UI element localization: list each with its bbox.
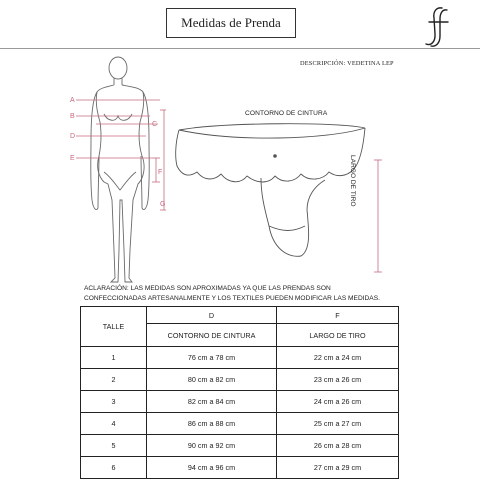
body-measurement-figure	[60, 50, 180, 290]
table-row	[81, 347, 399, 369]
size-cell: 2	[81, 369, 147, 391]
figure-right-arm	[141, 92, 149, 210]
column-d-letter: D	[147, 307, 277, 324]
marker-b: B	[70, 113, 75, 120]
rise-cell: 25 cm a 27 cm	[277, 413, 399, 435]
header-divider	[0, 48, 480, 49]
table-row	[81, 413, 399, 435]
waist-label: CONTORNO DE CINTURA	[245, 110, 328, 117]
size-column-header: TALLE	[81, 307, 147, 347]
waist-cell: 90 cm a 92 cm	[147, 435, 277, 457]
marker-c: C	[152, 121, 158, 128]
marker-a: A	[70, 97, 75, 104]
rise-cell: 27 cm a 29 cm	[277, 457, 399, 479]
product-description: DESCRIPCIÓN: VEDETINA LEP	[300, 60, 394, 67]
table-row	[81, 435, 399, 457]
size-table	[80, 306, 399, 479]
waist-cell: 82 cm a 84 cm	[147, 391, 277, 413]
column-f-letter: F	[277, 307, 399, 324]
rise-cell: 24 cm a 26 cm	[277, 391, 399, 413]
size-cell: 6	[81, 457, 147, 479]
waist-cell: 80 cm a 82 cm	[147, 369, 277, 391]
table-row	[81, 457, 399, 479]
rise-length-label: LARGO DE TIRO	[349, 155, 356, 207]
size-cell: 5	[81, 435, 147, 457]
marker-d: D	[70, 133, 76, 140]
figure-torso	[96, 85, 144, 282]
table-row	[81, 391, 399, 413]
waist-cell: 86 cm a 88 cm	[147, 413, 277, 435]
marker-g: G	[160, 201, 166, 208]
waist-column-header: CONTORNO DE CINTURA	[147, 324, 277, 347]
size-cell: 3	[81, 391, 147, 413]
garment-drawing	[165, 100, 405, 275]
disclaimer-note: ACLARACIÓN: LAS MEDIDAS SON APROXIMADAS YA QUE LAS PRENDAS SON CONFECCIONADAS ARTESANALMENTE Y LOS TEXTILES PUEDEN MODIFICAR LAS MEDIDAS.	[84, 285, 380, 302]
size-cell: 1	[81, 347, 147, 369]
marker-f: F	[158, 169, 163, 176]
rise-cell: 23 cm a 26 cm	[277, 369, 399, 391]
waist-cell: 76 cm a 78 cm	[147, 347, 277, 369]
rise-cell: 22 cm a 24 cm	[277, 347, 399, 369]
figure-left-arm	[91, 92, 99, 210]
table-row	[81, 369, 399, 391]
ff-monogram-logo	[418, 4, 458, 48]
rise-column-header: LARGO DE TIRO	[277, 324, 399, 347]
waist-cell: 94 cm a 96 cm	[147, 457, 277, 479]
figure-head	[109, 57, 127, 79]
page-title: Medidas de Prenda	[166, 8, 296, 38]
size-cell: 4	[81, 413, 147, 435]
center-bow-icon	[273, 154, 277, 158]
marker-e: E	[70, 155, 75, 162]
rise-cell: 26 cm a 28 cm	[277, 435, 399, 457]
